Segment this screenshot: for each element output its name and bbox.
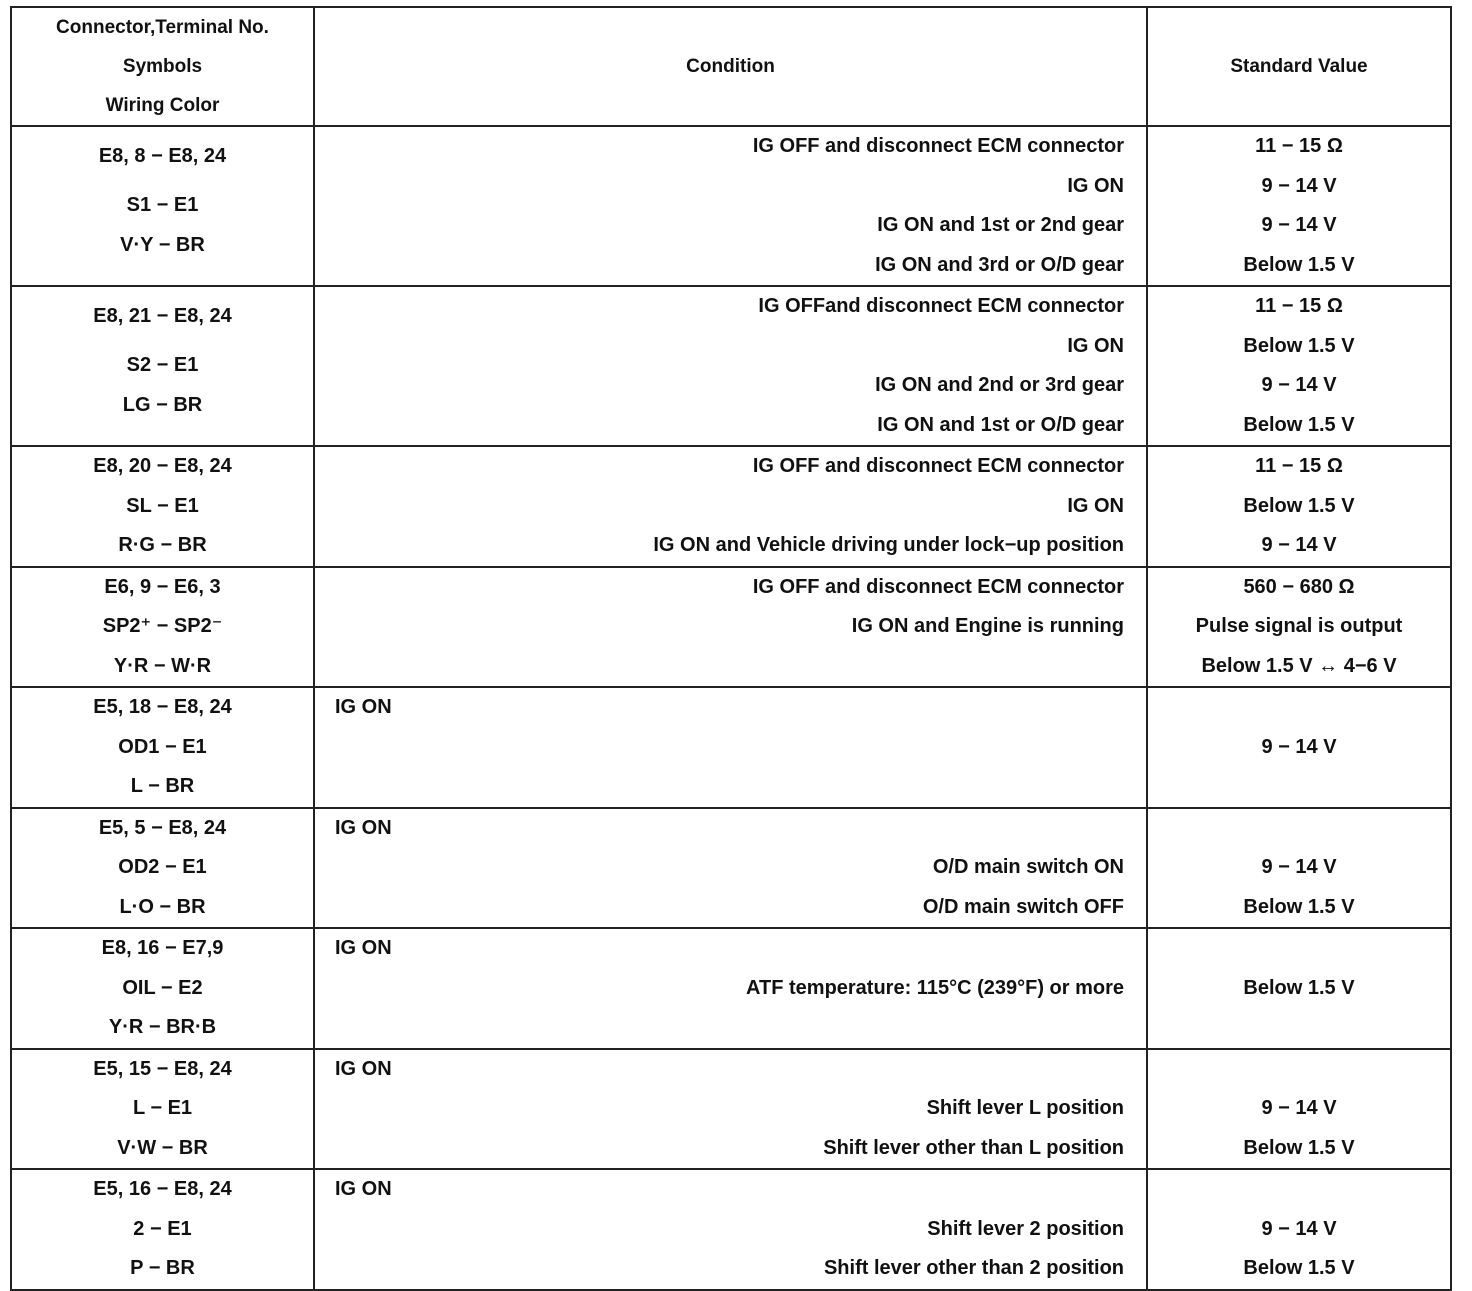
connector-cell: E8, 21 − E8, 24 S2 − E1 LG − BR <box>11 286 314 446</box>
header-condition: Condition <box>314 7 1147 126</box>
value-cell: 11 − 15 Ω 9 − 14 V 9 − 14 V Below 1.5 V <box>1147 126 1451 286</box>
connector-cell: E5, 18 − E8, 24 OD1 − E1 L − BR <box>11 687 314 808</box>
connector-cell: E6, 9 − E6, 3 SP2⁺ − SP2⁻ Y·R − W·R <box>11 567 314 688</box>
condition-cell: IG ON <box>314 687 1147 808</box>
condition-cell: IG OFF and disconnect ECM connector IG ON IG ON and Vehicle driving under lock−up position <box>314 446 1147 567</box>
value-cell: 560 − 680 Ω Pulse signal is output Below 1.5 V ↔ 4−6 V <box>1147 567 1451 688</box>
condition-cell: IG OFFand disconnect ECM connector IG ON IG ON and 2nd or 3rd gear IG ON and 1st or O/D gear <box>314 286 1147 446</box>
header-standard-value: Standard Value <box>1147 7 1451 126</box>
connector-cell: E8, 16 − E7,9 OIL − E2 Y·R − BR·B <box>11 928 314 1049</box>
connector-cell: E5, 15 − E8, 24 L − E1 V·W − BR <box>11 1049 314 1170</box>
value-cell: 9 − 14 V <box>1147 687 1451 808</box>
table-row <box>11 687 1451 808</box>
table-row <box>11 1169 1451 1290</box>
connector-cell: E8, 8 − E8, 24 S1 − E1 V·Y − BR <box>11 126 314 286</box>
table-row <box>11 567 1451 688</box>
value-cell: Below 1.5 V <box>1147 928 1451 1049</box>
value-cell: 9 − 14 V Below 1.5 V <box>1147 808 1451 929</box>
header-row <box>11 7 1451 126</box>
connector-cell: E8, 20 − E8, 24 SL − E1 R·G − BR <box>11 446 314 567</box>
header-connector: Connector,Terminal No. Symbols Wiring Color <box>11 7 314 126</box>
condition-cell: IG OFF and disconnect ECM connector IG ON IG ON and 1st or 2nd gear IG ON and 3rd or O/D gear <box>314 126 1147 286</box>
connector-cell: E5, 5 − E8, 24 OD2 − E1 L·O − BR <box>11 808 314 929</box>
table-row <box>11 446 1451 567</box>
condition-cell: IG OFF and disconnect ECM connector IG ON and Engine is running <box>314 567 1147 688</box>
table-row <box>11 928 1451 1049</box>
spec-table <box>10 6 1452 1291</box>
value-cell: 9 − 14 V Below 1.5 V <box>1147 1169 1451 1290</box>
value-cell: 11 − 15 Ω Below 1.5 V 9 − 14 V <box>1147 446 1451 567</box>
table-row <box>11 286 1451 446</box>
condition-cell: IG ON ATF temperature: 115°C (239°F) or more <box>314 928 1147 1049</box>
condition-cell: IG ON O/D main switch ON O/D main switch OFF <box>314 808 1147 929</box>
table-row <box>11 1049 1451 1170</box>
value-cell: 9 − 14 V Below 1.5 V <box>1147 1049 1451 1170</box>
condition-cell: IG ON Shift lever 2 position Shift lever other than 2 position <box>314 1169 1147 1290</box>
table-row <box>11 126 1451 286</box>
connector-cell: E5, 16 − E8, 24 2 − E1 P − BR <box>11 1169 314 1290</box>
table-row <box>11 808 1451 929</box>
condition-cell: IG ON Shift lever L position Shift lever other than L position <box>314 1049 1147 1170</box>
value-cell: 11 − 15 Ω Below 1.5 V 9 − 14 V Below 1.5 V <box>1147 286 1451 446</box>
